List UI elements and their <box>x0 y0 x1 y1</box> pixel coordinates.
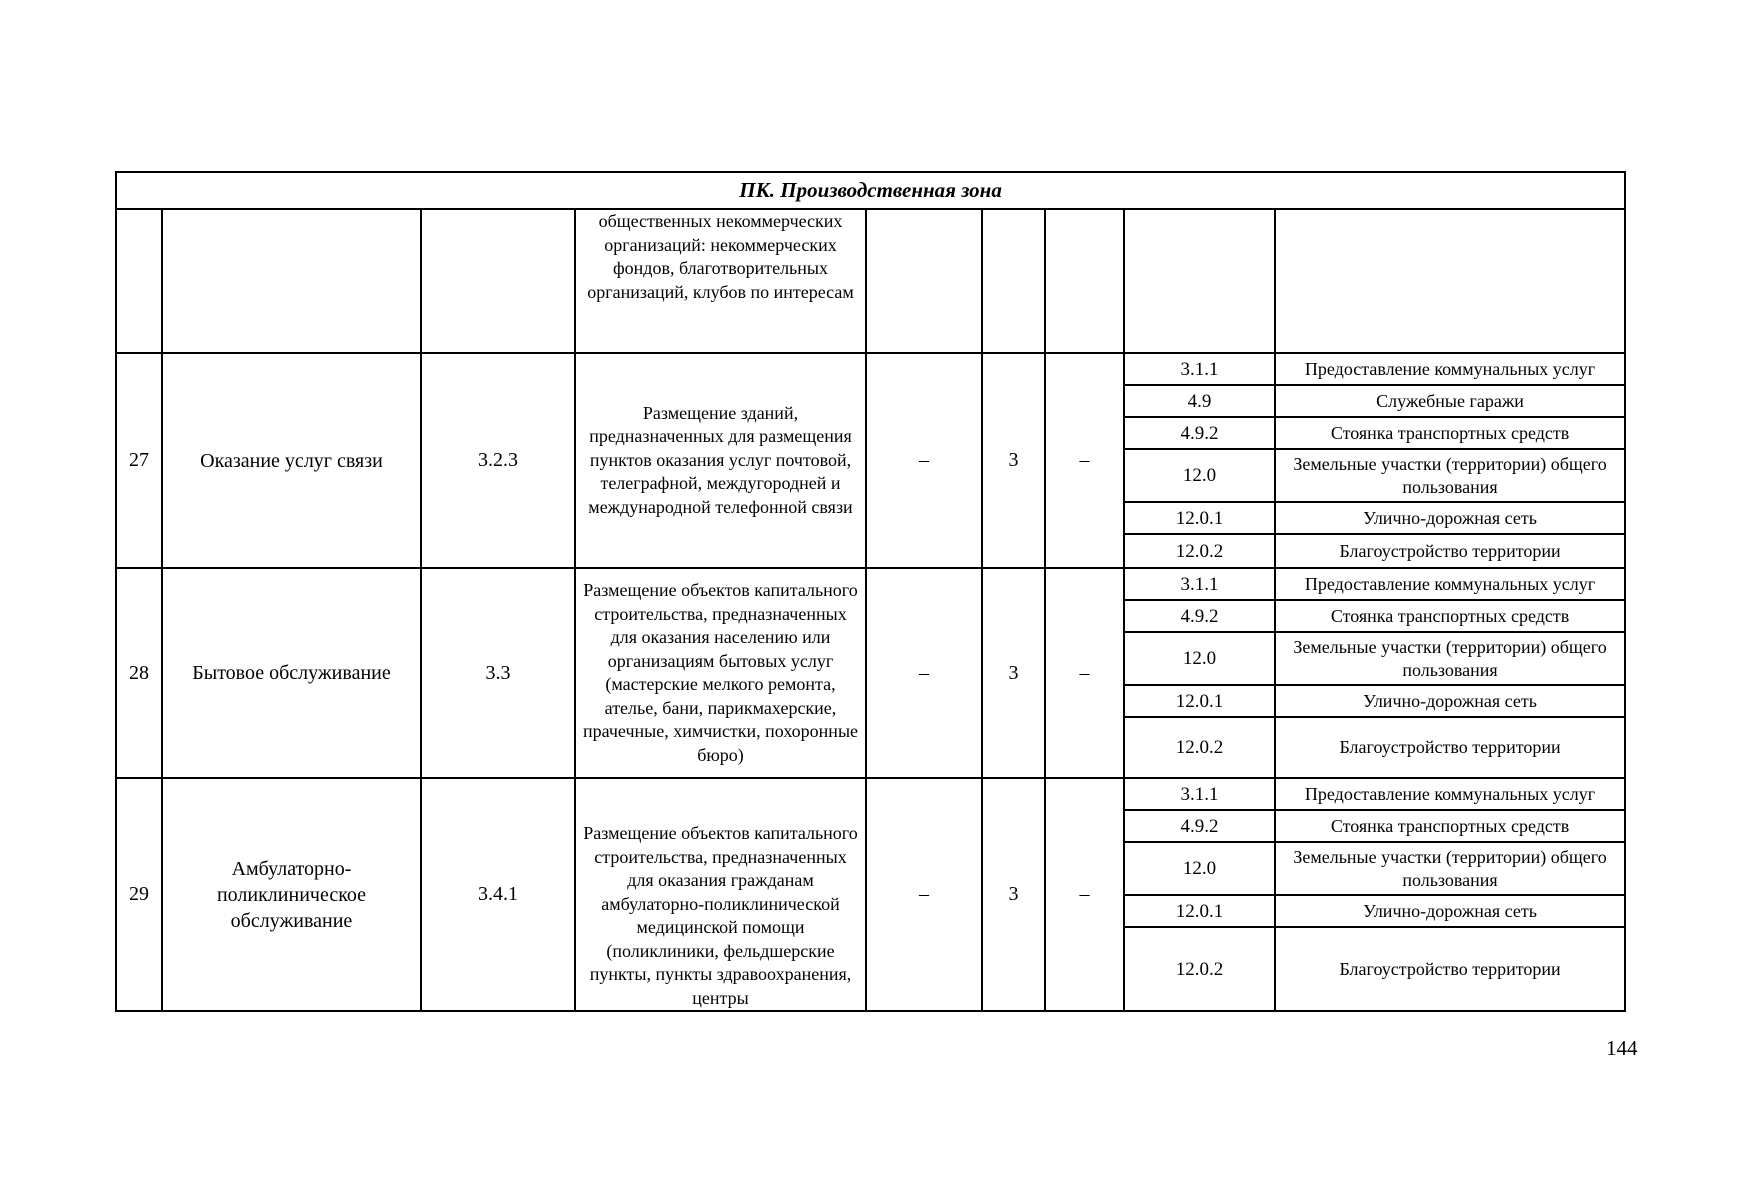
row-number: 29 <box>116 778 162 1011</box>
row-number: 28 <box>116 568 162 778</box>
row-dash1-cell <box>866 209 982 353</box>
row-name: Амбулаторно-поликлиническое обслуживание <box>162 778 421 1011</box>
row-description: Размещение зданий, предназначенных для размещения пунктов оказания услуг почтовой, телеграфной, междугородней и международной телефонной связи <box>575 353 866 568</box>
table-row <box>116 568 1625 600</box>
related-code-cell <box>1124 209 1275 353</box>
row-description: Размещение объектов капитального строительства, предназначенных для оказания гражданам амбулаторно-поликлинической медицинской помощи (поликлиники, фельдшерские пункты, пункты здравоохранения, центры <box>575 778 866 1011</box>
related-name: Предоставление коммунальных услуг <box>1275 568 1625 600</box>
row-description: общественных некоммерческих организаций: некоммерческих фондов, благотворительных организаций, клубов по интересам <box>575 209 866 353</box>
related-code: 12.0 <box>1124 842 1275 895</box>
row-value: 3 <box>982 568 1045 778</box>
related-code: 4.9.2 <box>1124 810 1275 842</box>
zone-header-row <box>116 172 1625 209</box>
related-code: 12.0.1 <box>1124 502 1275 534</box>
row-value-cell <box>982 209 1045 353</box>
related-name: Предоставление коммунальных услуг <box>1275 353 1625 385</box>
related-code: 12.0.1 <box>1124 895 1275 927</box>
table-row <box>116 353 1625 385</box>
related-name: Служебные гаражи <box>1275 385 1625 417</box>
related-name: Стоянка транспортных средств <box>1275 810 1625 842</box>
row-code-cell <box>421 209 575 353</box>
related-code: 12.0 <box>1124 632 1275 685</box>
row-value: 3 <box>982 778 1045 1011</box>
related-code: 3.1.1 <box>1124 568 1275 600</box>
related-name-cell <box>1275 209 1625 353</box>
row-name-cell <box>162 209 421 353</box>
row-code: 3.4.1 <box>421 778 575 1011</box>
related-code: 3.1.1 <box>1124 778 1275 810</box>
related-name: Земельные участки (территории) общего пользования <box>1275 632 1625 685</box>
related-name: Благоустройство территории <box>1275 717 1625 778</box>
row-dash-1: – <box>866 568 982 778</box>
related-code: 4.9.2 <box>1124 600 1275 632</box>
related-code: 12.0.2 <box>1124 534 1275 568</box>
related-name: Земельные участки (территории) общего пользования <box>1275 449 1625 502</box>
row-description: Размещение объектов капитального строительства, предназначенных для оказания населению или организациям бытовых услуг (мастерские мелкого ремонта, ателье, бани, парикмахерские, прачечные, химчистки, похоронные бюро) <box>575 568 866 778</box>
related-name: Благоустройство территории <box>1275 927 1625 1011</box>
row-dash-1: – <box>866 353 982 568</box>
related-name: Стоянка транспортных средств <box>1275 417 1625 449</box>
related-name: Земельные участки (территории) общего пользования <box>1275 842 1625 895</box>
table-row-continuation <box>116 209 1625 353</box>
row-code: 3.2.3 <box>421 353 575 568</box>
table-row <box>116 778 1625 810</box>
related-code: 12.0.1 <box>1124 685 1275 717</box>
page-number: 144 <box>1606 1036 1638 1060</box>
zoning-table <box>115 171 1626 1012</box>
row-dash-1: – <box>866 778 982 1011</box>
row-code: 3.3 <box>421 568 575 778</box>
related-code: 12.0.2 <box>1124 927 1275 1011</box>
related-name: Предоставление коммунальных услуг <box>1275 778 1625 810</box>
related-code: 4.9 <box>1124 385 1275 417</box>
row-dash-2: – <box>1045 353 1124 568</box>
row-number: 27 <box>116 353 162 568</box>
related-code: 12.0 <box>1124 449 1275 502</box>
related-name: Улично-дорожная сеть <box>1275 685 1625 717</box>
row-name: Бытовое обслуживание <box>162 568 421 778</box>
row-dash-2: – <box>1045 568 1124 778</box>
zone-title: ПК. Производственная зона <box>116 172 1625 209</box>
related-name: Благоустройство территории <box>1275 534 1625 568</box>
related-code: 4.9.2 <box>1124 417 1275 449</box>
row-number-cell <box>116 209 162 353</box>
related-code: 12.0.2 <box>1124 717 1275 778</box>
related-name: Улично-дорожная сеть <box>1275 895 1625 927</box>
row-value: 3 <box>982 353 1045 568</box>
row-name: Оказание услуг связи <box>162 353 421 568</box>
related-name: Улично-дорожная сеть <box>1275 502 1625 534</box>
row-dash2-cell <box>1045 209 1124 353</box>
row-dash-2: – <box>1045 778 1124 1011</box>
related-name: Стоянка транспортных средств <box>1275 600 1625 632</box>
related-code: 3.1.1 <box>1124 353 1275 385</box>
